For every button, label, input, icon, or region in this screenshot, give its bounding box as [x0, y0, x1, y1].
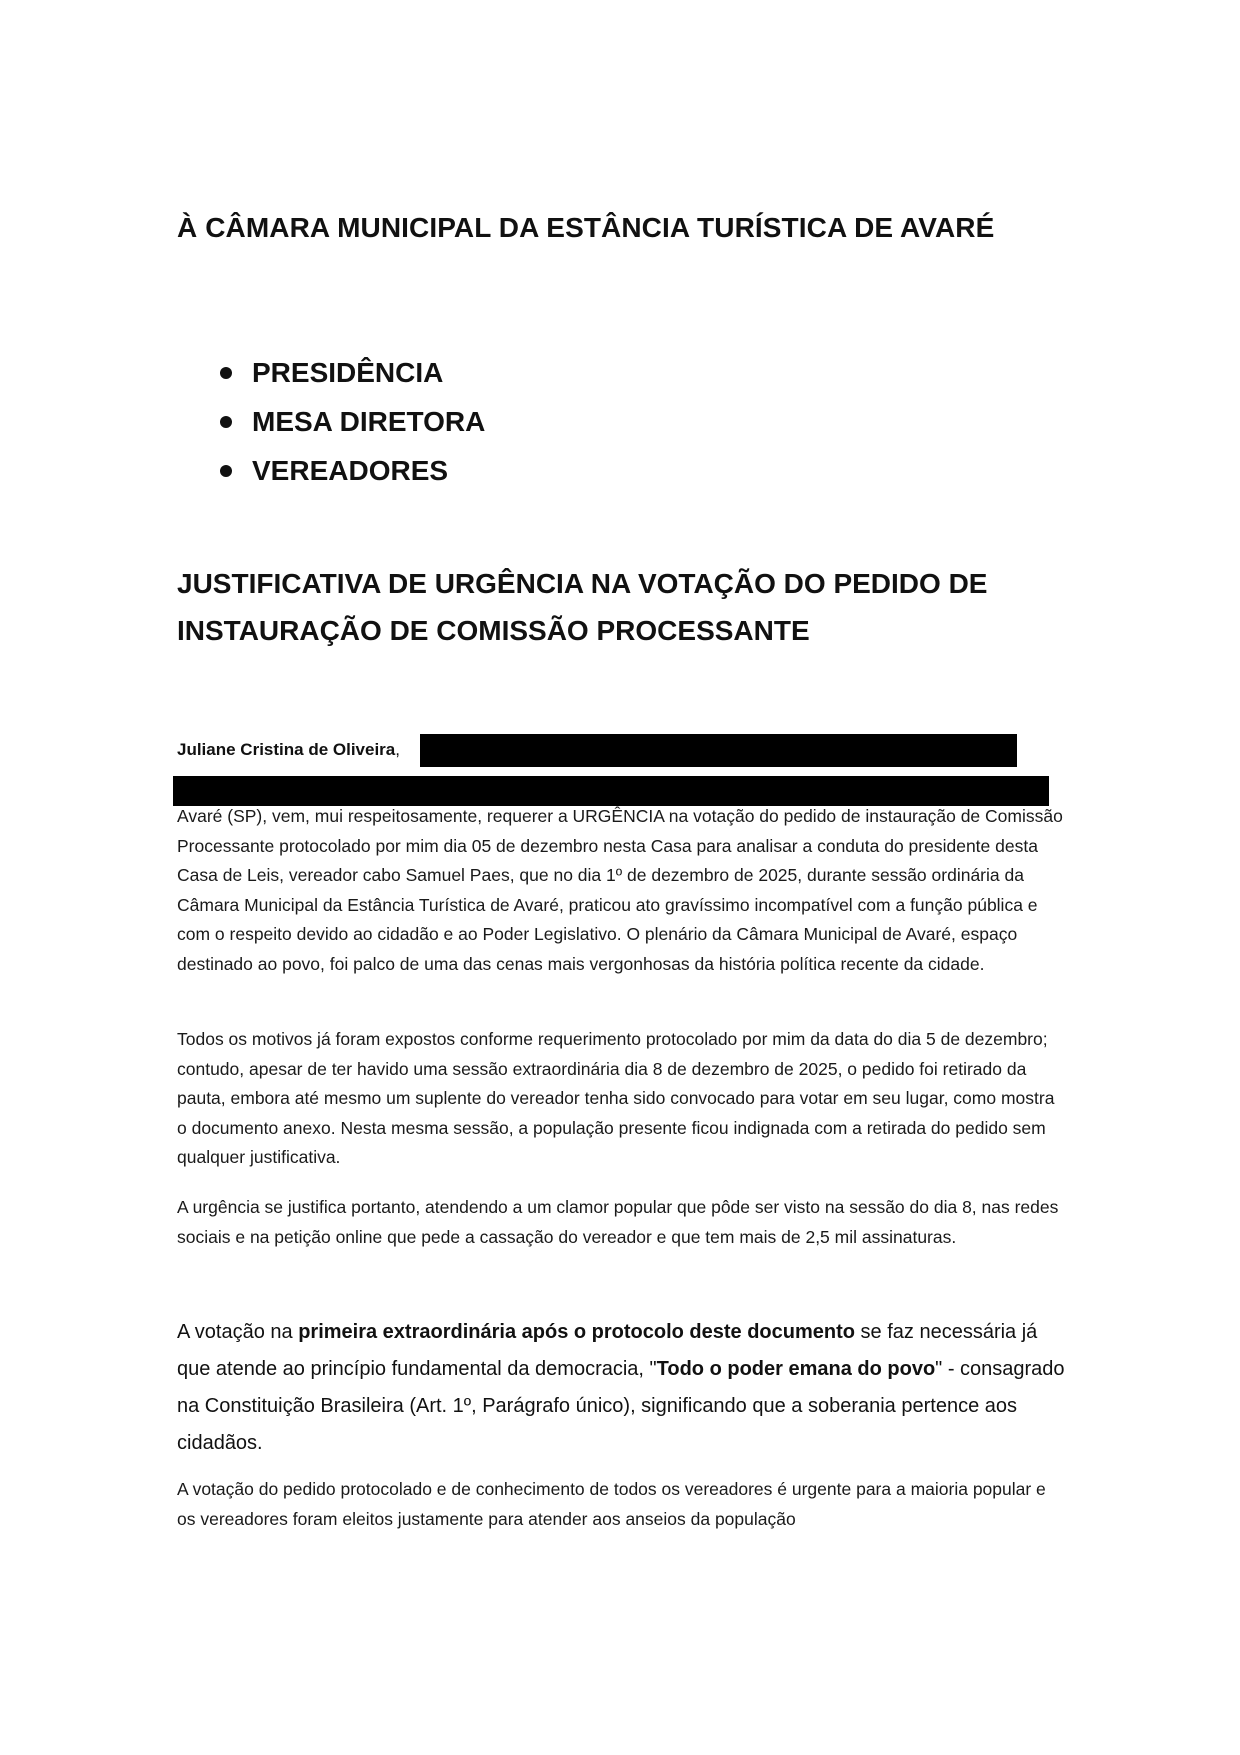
bullet-icon: [220, 416, 232, 428]
bullet-icon: [220, 367, 232, 379]
bold-phrase: primeira extraordinária após o protocolo deste documento: [298, 1321, 855, 1343]
sender-line: [177, 740, 400, 760]
recipient-item: [216, 348, 485, 397]
bullet-icon: [220, 465, 232, 477]
body-paragraph: A urgência se justifica portanto, atendendo a um clamor popular que pôde ser visto na sessão do dia 8, nas redes sociais e na petição online que pede a cassação do vereador e que tem mais de 2,5 mil assinaturas.: [177, 1197, 1059, 1247]
recipient-item: [216, 446, 485, 495]
recipient-label: MESA DIRETORA: [252, 406, 486, 437]
paragraph-text: A votação na: [177, 1321, 299, 1343]
subject-heading: JUSTIFICATIVA DE URGÊNCIA NA VOTAÇÃO DO PEDIDO DE INSTAURAÇÃO DE COMISSÃO PROCESSANTE: [177, 568, 988, 646]
recipients-list: [216, 348, 485, 495]
body-paragraph: A votação do pedido protocolado e de conhecimento de todos os vereadores é urgente para a maioria popular e os vereadores foram eleitos justamente para atender aos anseios da população: [177, 1479, 1046, 1529]
paragraph-text: " - consagrado na Constituição Brasileira (Art. 1º, Parágrafo único), significando que a soberania pertence aos cidadãos.: [177, 1358, 1065, 1454]
paragraph-text: se faz necessária já que atende ao princípio fundamental da democracia, ": [177, 1321, 1038, 1380]
redaction-bar: [420, 734, 1017, 767]
body-paragraph: Todos os motivos já foram expostos conforme requerimento protocolado por mim da data do dia 5 de dezembro; contudo, apesar de ter havido uma sessão extraordinária dia 8 de dezembro de 2025, o pedido foi retirado da pauta, embora até mesmo um suplente do vereador tenha sido convocado para votar em seu lugar, como mostra o documento anexo. Nesta mesma sessão, a população presente ficou indignada com a retirada do pedido sem qualquer justificativa.: [177, 1029, 1055, 1167]
addressee-heading: À CÂMARA MUNICIPAL DA ESTÂNCIA TURÍSTICA DE AVARÉ: [177, 212, 995, 243]
body-paragraph: Avaré (SP), vem, mui respeitosamente, requerer a URGÊNCIA na votação do pedido de instauração de Comissão Processante protocolado por mim dia 05 de dezembro nesta Casa para analisar a conduta do presidente desta Casa de Leis, vereador cabo Samuel Paes, que no dia 1º de dezembro de 2025, durante sessão ordinária da Câmara Municipal da Estância Turística de Avaré, praticou ato gravíssimo incompatível com a função pública e com o respeito devido ao cidadão e ao Poder Legislativo. O plenário da Câmara Municipal de Avaré, espaço destinado ao povo, foi palco de uma das cenas mais vergonhosas da história política recente da cidade.: [177, 806, 1063, 974]
bold-quote: Todo o poder emana do povo: [656, 1358, 936, 1380]
recipient-label: PRESIDÊNCIA: [252, 357, 444, 388]
recipient-item: [216, 397, 485, 446]
sender-suffix: ,: [395, 740, 400, 759]
emphasis-paragraph: [177, 1314, 1067, 1462]
sender-name: Juliane Cristina de Oliveira: [177, 740, 396, 759]
recipient-label: VEREADORES: [252, 455, 449, 486]
